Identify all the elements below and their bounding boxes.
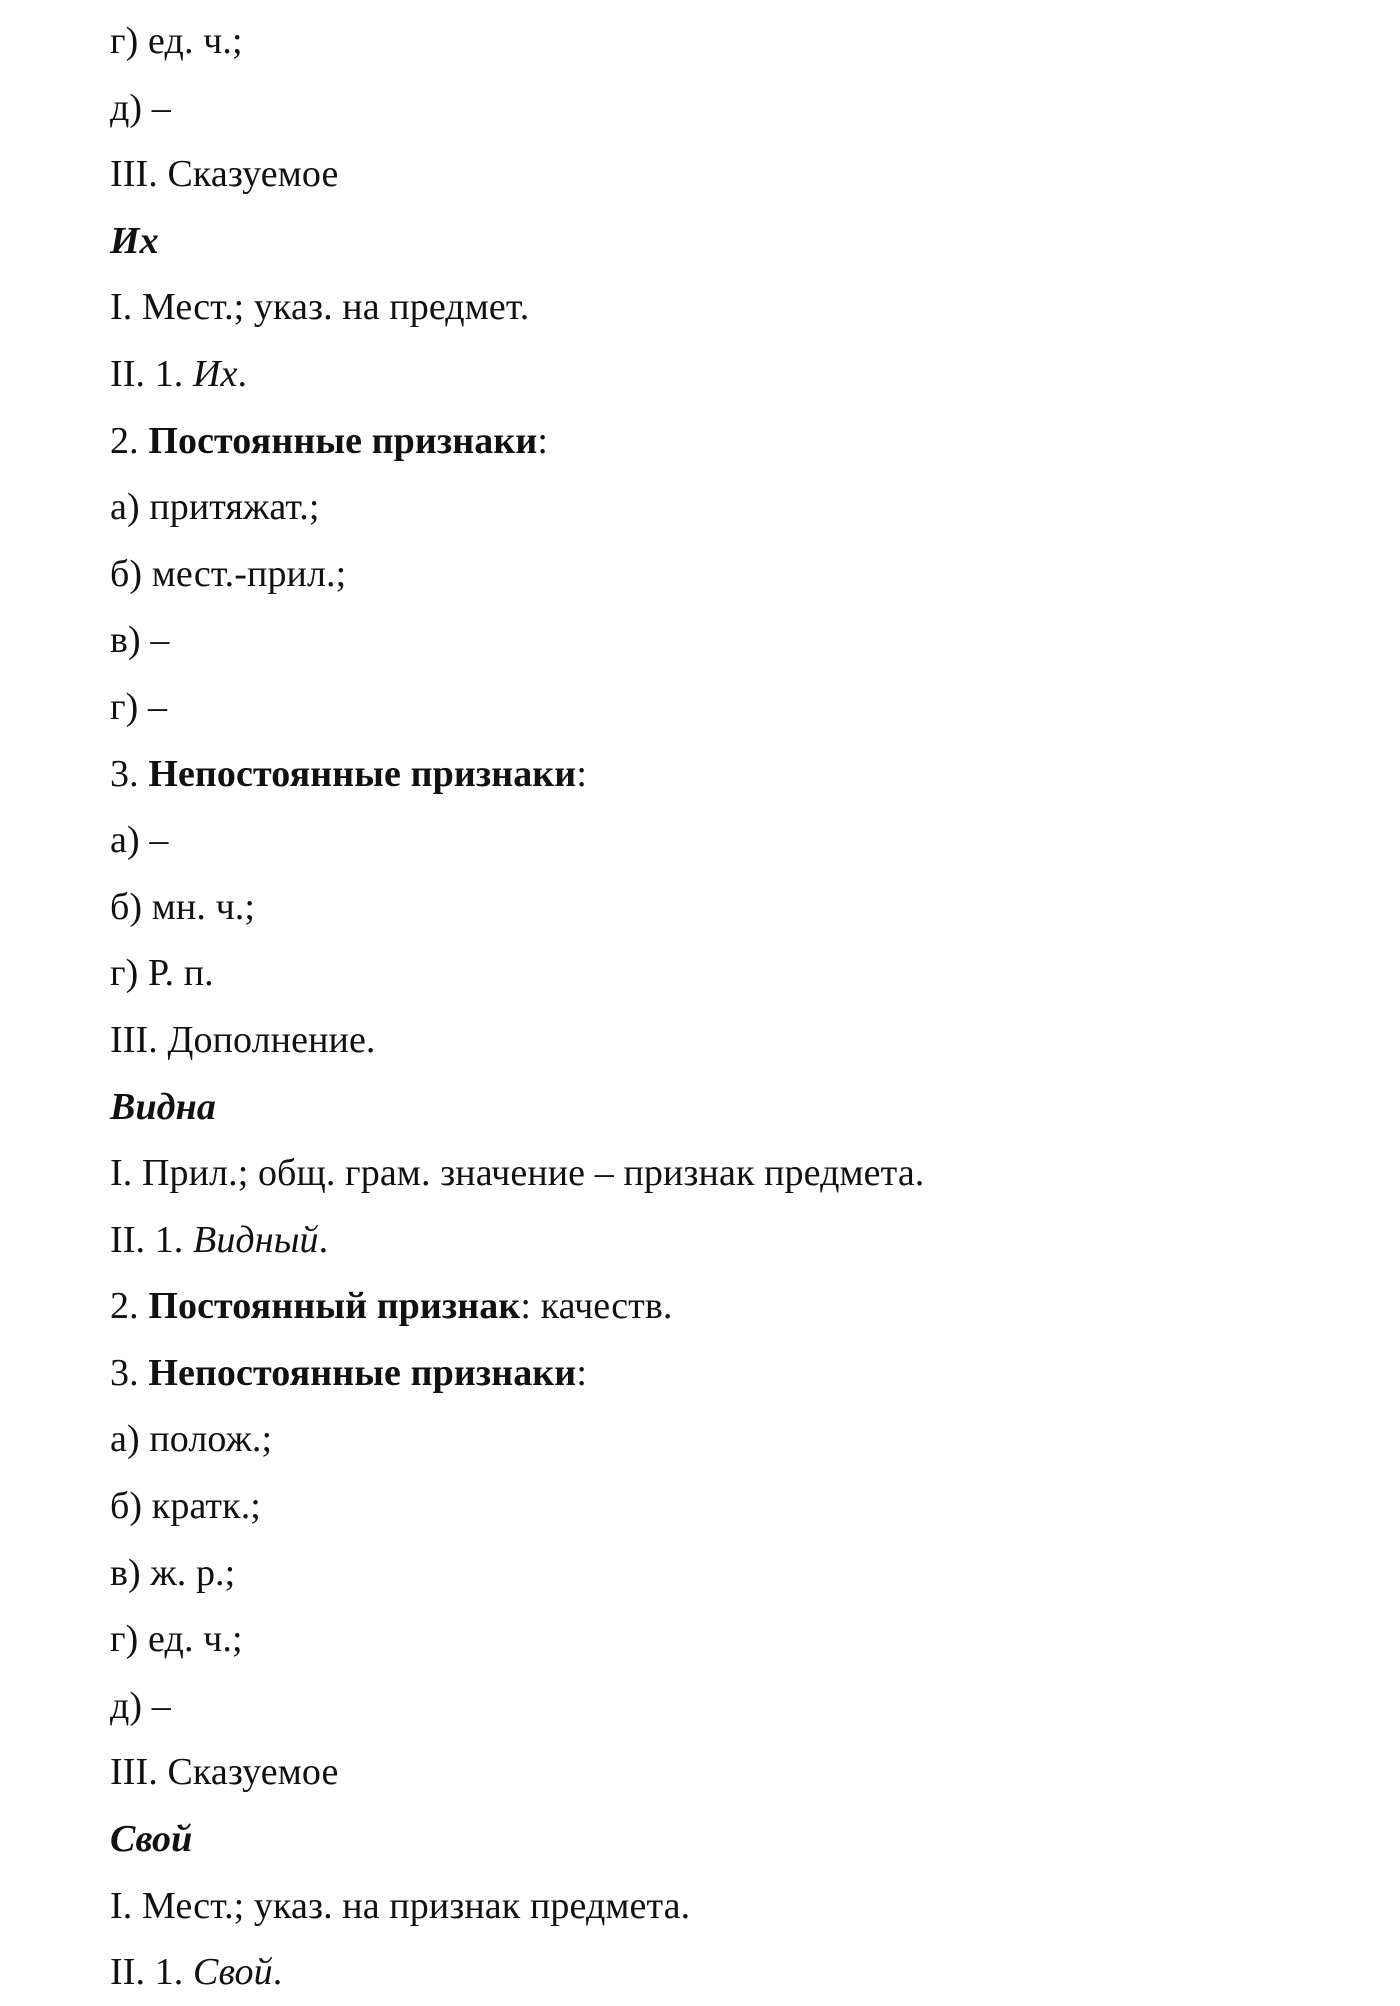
feature-line [110,1273,1370,1340]
feature-line [110,1340,1370,1407]
text-line: а) полож.; [110,1418,273,1461]
line-prefix: II. 1. [110,1951,194,1994]
feature-line [110,741,1370,808]
text-line: г) – [110,685,168,728]
line-suffix: . [237,352,248,395]
line-prefix: 3. [110,752,149,795]
word-heading: Видна [110,1085,216,1128]
line-suffix: : [576,752,587,795]
text-line: г) ед. ч.; [110,1618,243,1661]
feature-title: Непостоянные признаки [148,752,577,795]
line-prefix: II. 1. [110,352,194,395]
line-suffix: . [272,1951,283,1994]
feature-title: Постоянные признаки [148,419,538,462]
initial-form-line [110,1939,1370,2006]
text-line: I. Мест.; указ. на предмет. [110,286,530,329]
word-heading: Свой [110,1818,193,1861]
text-line: б) кратк.; [110,1485,261,1528]
line-suffix: : [576,1351,587,1394]
feature-title: Непостоянные признаки [148,1351,577,1394]
text-line: III. Дополнение. [110,1018,376,1061]
line-prefix: 3. [110,1351,149,1394]
text-line: г) Р. п. [110,952,214,995]
line-prefix: II. 1. [110,1218,194,1261]
feature-line [110,408,1370,475]
line-suffix: : качеств. [520,1285,673,1328]
initial-form-line [110,341,1370,408]
initial-form: Видный [193,1218,319,1261]
text-line: д) – [110,1684,171,1727]
document-lines [110,8,1370,2006]
line-prefix: 2. [110,419,149,462]
initial-form-line [110,1207,1370,1274]
text-line: г) ед. ч.; [110,20,243,62]
line-suffix: . [318,1218,329,1261]
text-line: д) – [110,86,171,129]
text-line: а) притяжат.; [110,486,320,529]
word-heading: Их [110,219,159,262]
text-line: III. Сказуемое [110,153,339,196]
text-line: а) – [110,819,169,862]
text-line: б) мн. ч.; [110,885,256,928]
text-line: I. Мест.; указ. на признак предмета. [110,1884,691,1927]
text-line: б) мест.-прил.; [110,552,347,595]
text-line: в) ж. р.; [110,1551,236,1594]
text-line: в) – [110,619,170,662]
feature-title: Постоянный признак [148,1285,521,1328]
initial-form: Их [193,352,238,395]
text-line: III. Сказуемое [110,1751,339,1794]
text-line: I. Прил.; общ. грам. значение – признак предмета. [110,1152,925,1195]
line-prefix: 2. [110,1285,149,1328]
line-suffix: : [537,419,549,462]
initial-form: Свой [193,1951,273,1994]
